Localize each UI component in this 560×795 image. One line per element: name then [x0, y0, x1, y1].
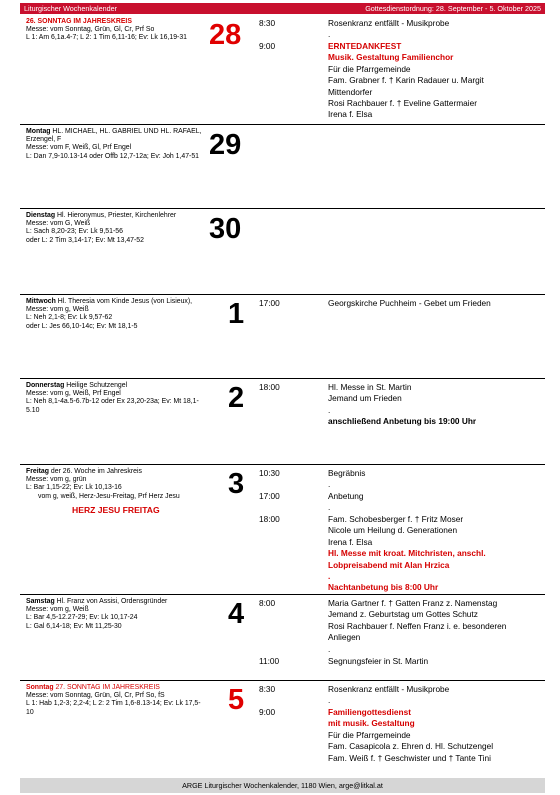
event-line: Hl. Messe mit kroat. Mitchristen, anschl.	[328, 548, 486, 559]
event-description	[328, 468, 528, 491]
day-feast: Hl. Theresia vom Kinde Jesus (von Lisieux),	[55, 298, 193, 305]
event-description	[328, 707, 528, 764]
event-description	[328, 41, 528, 121]
event-description	[328, 298, 528, 309]
day-weekday: Montag	[26, 128, 51, 135]
event-description	[328, 514, 528, 594]
day-info	[26, 598, 204, 631]
day-info-line: Messe: vom g, Weiß, Prf Engel	[26, 390, 121, 398]
event-line: Fam. Weiß f. † Geschwister und † Tante Tini	[328, 752, 491, 763]
day-feast: 27. SONNTAG IM JAHRESKREIS	[53, 684, 160, 691]
day-info	[26, 212, 204, 245]
day-info-line: Messe: vom g, Weiß	[26, 306, 89, 314]
event-description	[328, 382, 528, 428]
event-line: Mittendorfer	[328, 86, 373, 97]
day-info-line: L: Neh 2,1-8; Ev: Lk 9,57-62	[26, 314, 113, 322]
day-info-line: oder L: Jes 66,10-14c; Ev: Mt 18,1-5	[26, 322, 138, 330]
day-number: 3	[228, 468, 245, 500]
event-line: mit musik. Gestaltung	[328, 718, 415, 729]
event-line: Für die Pfarrgemeinde	[328, 63, 411, 74]
event-line: .	[328, 695, 331, 706]
day-info-line: L 1: Hab 1,2-3; 2,2-4; L 2: 2 Tim 1,6-8.13-14; Ev: Lk 17,5-10	[26, 700, 201, 716]
event-time: 18:00	[259, 514, 280, 524]
day-info-line: L: Bar 4,5-12.27-29; Ev: Lk 10,17-24	[26, 614, 138, 622]
event-line: ERNTEDANKFEST	[328, 41, 402, 51]
day-weekday: Sonntag	[26, 684, 54, 691]
day-info-line: L: Neh 8,1-4a.5-6.7b-12 oder Ex 23,20-23a; Ev: Mt 18,1-5.10	[26, 398, 199, 414]
event-line: Segnungsfeier in St. Martin	[328, 656, 429, 666]
event-time: 17:00	[259, 298, 280, 308]
day-info-line: Messe: vom g, Weiß	[26, 606, 89, 614]
day-number: 30	[209, 213, 242, 245]
day-weekday: Mittwoch	[26, 298, 56, 305]
day-feast: der 26. Woche im Jahreskreis	[48, 468, 142, 475]
day-info-line: Messe: vom Sonntag, Grün, Gl, Cr, Prf So, fS	[26, 692, 165, 700]
event-line: Anliegen	[328, 632, 361, 643]
event-line: Anbetung	[328, 491, 364, 501]
day-feast: Hl. Franz von Assisi, Ordensgründer	[54, 598, 168, 605]
header-date-range: Gottesdienstordnung: 28. September - 5. Oktober 2025	[365, 4, 541, 13]
event-time: 8:30	[259, 684, 276, 694]
day-number: 1	[228, 298, 245, 330]
day-info-line: oder L: 2 Tim 3,14-17; Ev: Mt 13,47-52	[26, 236, 144, 244]
event-line: Rosenkranz entfällt - Musikprobe	[328, 684, 450, 694]
day-info-line: L: Dan 7,9-10.13-14 oder Offb 12,7-12a; Ev: Joh 1,47-51	[26, 152, 200, 160]
day-feast: Hl. Hieronymus, Priester, Kirchenlehrer	[55, 212, 177, 219]
day-feast: HL. MICHAEL, HL. GABRIEL UND HL. RAFAEL, Erzengel, F	[26, 128, 202, 144]
event-time: 10:30	[259, 468, 280, 478]
day-weekday: Donnerstag	[26, 382, 65, 389]
event-line: .	[328, 571, 331, 582]
event-line: .	[328, 479, 331, 490]
day-info-line: Messe: vom F, Weiß, Gl, Prf Engel	[26, 144, 132, 152]
event-line: Irena f. Elsa	[328, 536, 373, 547]
footer: ARGE Liturgischer Wochenkalender, 1180 Wien, arge@litkal.at	[20, 778, 545, 793]
event-line: Nachtanbetung bis 8:00 Uhr	[328, 582, 439, 593]
header-bar	[20, 3, 545, 14]
header-title: Liturgischer Wochenkalender	[24, 4, 117, 13]
day-info-line: L: Gal 6,14-18; Ev: Mt 11,25-30	[26, 622, 122, 630]
day-number: 29	[209, 129, 242, 161]
event-line: Jemand um Frieden	[328, 393, 402, 404]
event-time: 11:00	[259, 656, 280, 666]
day-info-line: L: Sach 8,20-23; Ev: Lk 9,51-56	[26, 228, 123, 236]
event-time: 9:00	[259, 707, 276, 717]
herz-jesu-label: HERZ JESU FREITAG	[72, 504, 160, 515]
event-line: Hl. Messe in St. Martin	[328, 382, 412, 392]
event-line: Musik. Gestaltung Familienchor	[328, 52, 454, 63]
event-time: 18:00	[259, 382, 280, 392]
event-line: .	[328, 404, 331, 415]
event-line: Maria Gartner f. † Gatten Franz z. Namenstag	[328, 598, 498, 608]
day-block-3	[20, 464, 545, 595]
day-info-line: L 1: Am 6,1a.4-7; L 2: 1 Tim 6,11-16; Ev: Lk 16,19-31	[26, 34, 187, 42]
day-title: 26. SONNTAG IM JAHRESKREIS	[26, 18, 132, 25]
day-weekday: Freitag	[26, 468, 49, 475]
event-line: Fam. Schobesberger f. † Fritz Moser	[328, 514, 464, 524]
event-line: .	[328, 502, 331, 513]
day-number: 2	[228, 382, 245, 414]
day-weekday: Dienstag	[26, 212, 56, 219]
event-description	[328, 491, 528, 514]
day-info	[26, 684, 204, 717]
event-description	[328, 598, 528, 655]
event-line: Georgskirche Puchheim - Gebet um Frieden	[328, 298, 491, 308]
day-block-28	[20, 15, 545, 124]
day-block-1	[20, 294, 545, 379]
event-line: Irena f. Elsa	[328, 109, 373, 120]
event-line: Lobpreisabend mit Alan Hrzica	[328, 559, 450, 570]
event-description	[328, 684, 528, 707]
event-line: Rosi Rachbauer f. † Eveline Gattermaier	[328, 98, 477, 109]
day-feast: Heilige Schutzengel	[64, 382, 128, 389]
event-description	[328, 18, 528, 41]
day-number: 28	[209, 19, 242, 51]
event-line: Für die Pfarrgemeinde	[328, 729, 411, 740]
day-info	[26, 468, 204, 514]
event-line: Fam. Casapicola z. Ehren d. Hl. Schutzengel	[328, 741, 494, 752]
day-block-30	[20, 208, 545, 295]
event-line: anschließend Anbetung bis 19:00 Uhr	[328, 416, 477, 427]
event-line: Familiengottesdienst	[328, 707, 411, 717]
day-info-line: Messe: vom g, grün	[26, 476, 87, 484]
event-description	[328, 656, 528, 667]
day-block-4	[20, 594, 545, 681]
day-info-line: Messe: vom Sonntag, Grün, Gl, Cr, Prf So	[26, 26, 155, 34]
day-info-line: vom g, weiß, Herz-Jesu-Freitag, Prf Herz Jesu	[38, 492, 180, 500]
day-number: 4	[228, 598, 245, 630]
day-block-5	[20, 680, 545, 777]
event-line: Jemand z. Geburtstag um Gottes Schutz	[328, 609, 478, 620]
event-line: .	[328, 643, 331, 654]
event-line: Fam. Grabner f. † Karin Radauer u. Margit	[328, 75, 484, 86]
event-time: 8:30	[259, 18, 276, 28]
day-block-29	[20, 124, 545, 209]
day-weekday: Samstag	[26, 598, 55, 605]
day-number: 5	[228, 684, 245, 716]
day-info-line: L: Bar 1,15-22; Ev: Lk 10,13-16	[26, 484, 122, 492]
event-line: Begräbnis	[328, 468, 366, 478]
day-info	[26, 128, 204, 161]
event-time: 9:00	[259, 41, 276, 51]
day-info	[26, 382, 204, 415]
event-line: Rosi Rachbauer f. Neffen Franz i. e. besonderen	[328, 620, 507, 631]
day-info-line: Messe: vom G, Weiß	[26, 220, 91, 228]
event-line: Nicole um Heilung d. Generationen	[328, 525, 458, 536]
event-line: .	[328, 29, 331, 40]
event-line: Rosenkranz entfällt - Musikprobe	[328, 18, 450, 28]
day-info	[26, 18, 204, 43]
day-info	[26, 298, 204, 331]
day-block-2	[20, 378, 545, 465]
event-time: 8:00	[259, 598, 276, 608]
event-time: 17:00	[259, 491, 280, 501]
